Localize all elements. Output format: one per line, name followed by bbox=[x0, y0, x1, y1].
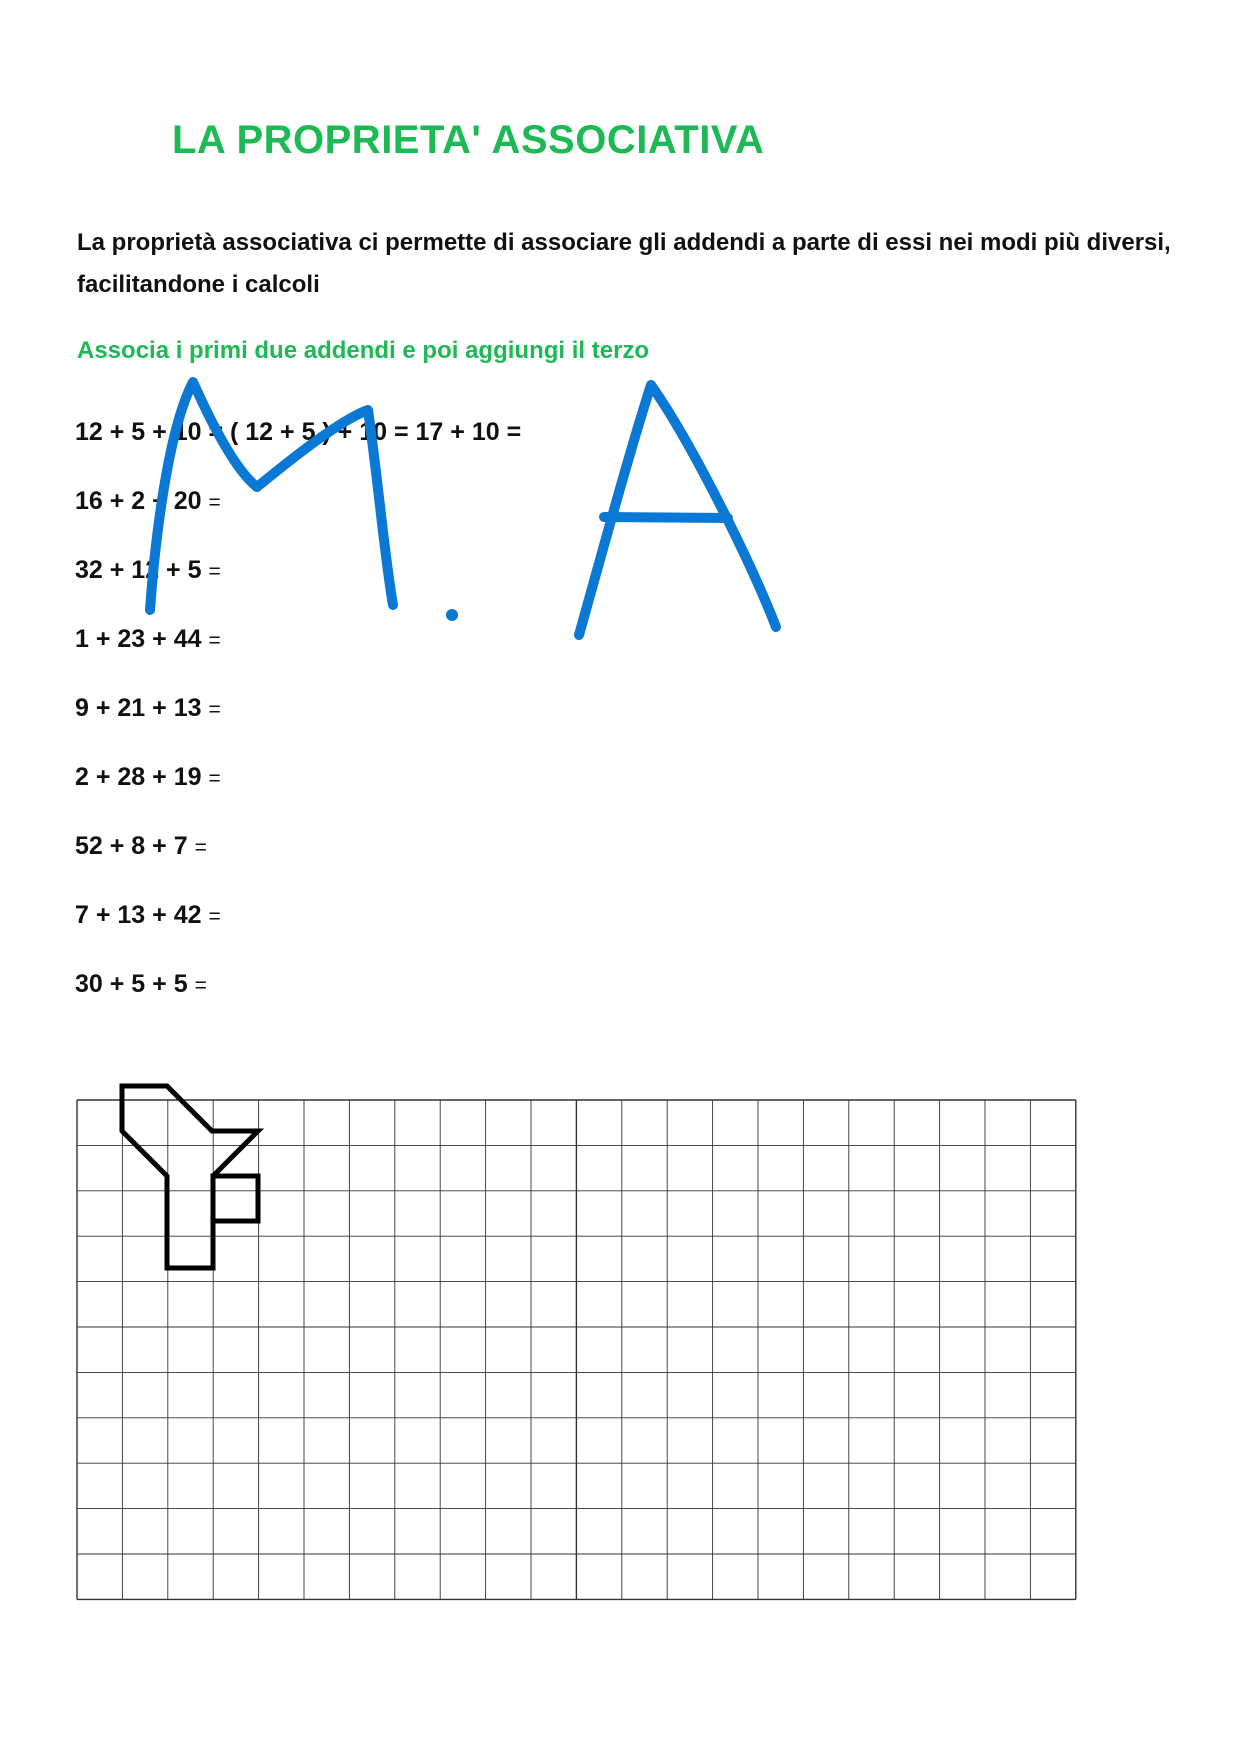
example-exercise: 12 + 5 + 10 = ( 12 + 5 ) + 10 = 17 + 10 = bbox=[75, 418, 522, 446]
exercise-instruction: Associa i primi due addendi e poi aggiungi il terzo bbox=[77, 337, 650, 364]
equals-sign: = bbox=[208, 629, 221, 652]
exercise-expression: 1 + 23 + 44 bbox=[75, 625, 202, 653]
exercise-expression: 30 + 5 + 5 bbox=[75, 970, 188, 998]
handwritten-m bbox=[150, 382, 393, 610]
equals-sign: = bbox=[208, 698, 221, 721]
intro-paragraph: La proprietà associativa ci permette di associare gli addendi a parte di essi nei modi più diversi, facilitandone i calcoli bbox=[77, 229, 1171, 298]
equals-sign: = bbox=[194, 836, 207, 859]
handwritten-a bbox=[579, 385, 776, 635]
equals-sign: = bbox=[208, 905, 221, 928]
exercise-expression: 7 + 13 + 42 bbox=[75, 901, 202, 929]
exercise-expression: 2 + 28 + 19 bbox=[75, 763, 202, 791]
equals-sign: = bbox=[208, 767, 221, 790]
equals-sign: = bbox=[208, 491, 221, 514]
exercise-expression: 32 + 12 + 5 bbox=[75, 556, 202, 584]
equals-sign: = bbox=[194, 974, 207, 997]
exercise-expression: 9 + 21 + 13 bbox=[75, 694, 202, 722]
exercise-expression: 52 + 8 + 7 bbox=[75, 832, 188, 860]
exercise-expression: 16 + 2 + 20 bbox=[75, 487, 202, 515]
page-title: LA PROPRIETA' ASSOCIATIVA bbox=[172, 118, 765, 162]
handwritten-dot bbox=[446, 609, 458, 621]
equals-sign: = bbox=[208, 560, 221, 583]
